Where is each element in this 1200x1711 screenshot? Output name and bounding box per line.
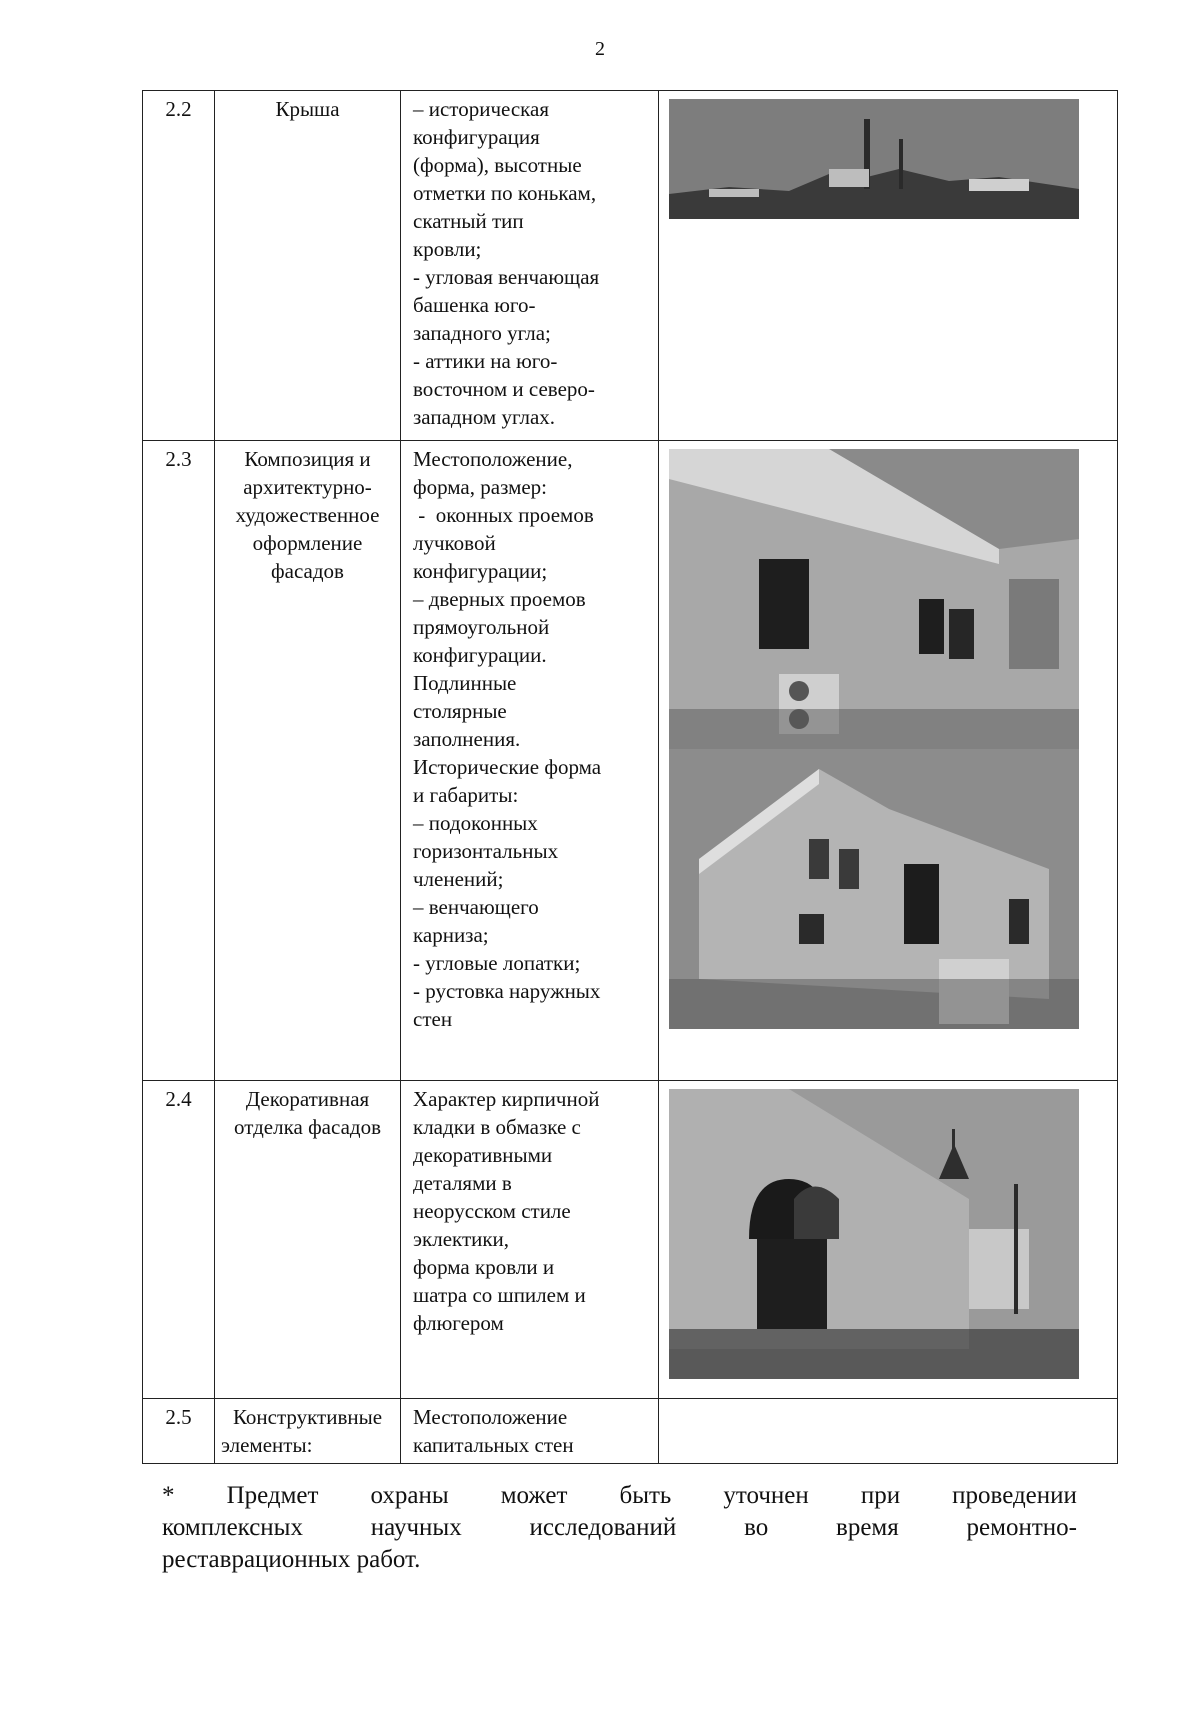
element-name — [215, 1081, 401, 1399]
desc-line: западном углах. — [413, 405, 556, 429]
table-row-2-4 — [143, 1081, 1118, 1399]
facade-photo-bottom — [669, 749, 1079, 1029]
element-description — [401, 1399, 659, 1464]
desc-line: карниза; — [413, 923, 489, 947]
name-line: элементы: — [221, 1433, 313, 1457]
element-name — [215, 91, 401, 441]
name-line: оформление — [252, 531, 363, 555]
desc-line: прямоугольной — [413, 615, 550, 639]
footnote-word: Предмет — [226, 1482, 319, 1509]
element-description — [401, 441, 659, 1081]
photo-cell — [659, 91, 1118, 441]
name-line: Декоративная — [245, 1087, 370, 1111]
name-line: Конструктивные — [232, 1405, 383, 1429]
footnote-word: охраны — [370, 1482, 449, 1509]
photo-cell — [659, 1081, 1118, 1399]
element-description — [401, 1081, 659, 1399]
desc-line: декоративными — [413, 1143, 553, 1167]
protection-subject-table — [142, 90, 1118, 1464]
footnote-line-2 — [162, 1512, 1077, 1544]
desc-line: - угловая венчающая — [413, 265, 600, 289]
name-line: фасадов — [271, 559, 344, 583]
desc-line: – историческая — [413, 97, 550, 121]
desc-line: Исторические форма — [413, 755, 602, 779]
decorative-facade-photo — [669, 1089, 1079, 1379]
row-number: 2.4 — [143, 1081, 215, 1399]
desc-line: кладки в обмазке с — [413, 1115, 581, 1139]
desc-line: капитальных стен — [413, 1433, 574, 1457]
table-row-2-2 — [143, 91, 1118, 441]
photo-cell-empty — [659, 1399, 1118, 1464]
desc-line: башенка юго- — [413, 293, 536, 317]
desc-line: заполнения. — [413, 727, 521, 751]
element-name — [215, 441, 401, 1081]
desc-line: горизонтальных — [413, 839, 559, 863]
desc-line: (форма), высотные — [413, 153, 582, 177]
footnote-word: комплексных — [162, 1514, 303, 1541]
desc-line: отметки по конькам, — [413, 181, 597, 205]
photo-cell — [659, 441, 1118, 1081]
element-description — [401, 91, 659, 441]
footnote-word: проведении — [952, 1482, 1077, 1509]
footnote-line-1 — [162, 1480, 1077, 1512]
desc-line: эклектики, — [413, 1227, 510, 1251]
footnote-line-3: реставрационных работ. — [162, 1546, 421, 1573]
desc-line: скатный тип — [413, 209, 524, 233]
name-line: Композиция и — [244, 447, 371, 471]
desc-line: - аттики на юго- — [413, 349, 558, 373]
row-number: 2.5 — [143, 1399, 215, 1464]
footnote-word: при — [860, 1482, 901, 1509]
desc-line: Местоположение — [413, 1405, 568, 1429]
desc-line: Местоположение, — [413, 447, 573, 471]
desc-line: Характер кирпичной — [413, 1087, 600, 1111]
desc-line: – венчающего — [413, 895, 539, 919]
desc-line: членений; — [413, 867, 504, 891]
desc-line: форма, размер: — [413, 475, 548, 499]
desc-line: - оконных проемов — [413, 503, 594, 527]
desc-line: - угловые лопатки; — [413, 951, 581, 975]
desc-line: конфигурация — [413, 125, 540, 149]
table-row-2-3 — [143, 441, 1118, 1081]
row-number: 2.2 — [143, 91, 215, 441]
desc-line: столярные — [413, 699, 507, 723]
footnote-word: может — [500, 1482, 568, 1509]
desc-line: лучковой — [413, 531, 496, 555]
name-line: художественное — [235, 503, 380, 527]
desc-line: – подоконных — [413, 811, 538, 835]
desc-line: - рустовка наружных — [413, 979, 601, 1003]
desc-line: и габариты: — [413, 783, 519, 807]
footnote-word: научных — [370, 1514, 462, 1541]
roof-photo — [669, 99, 1079, 219]
footnote-word: во — [744, 1514, 769, 1541]
desc-line: шатра со шпилем и — [413, 1283, 586, 1307]
footnote — [162, 1480, 1077, 1576]
desc-line: восточном и северо- — [413, 377, 595, 401]
name-line: отделка фасадов — [234, 1115, 381, 1139]
table-row-2-5 — [143, 1399, 1118, 1464]
name-line: Крыша — [275, 97, 340, 121]
desc-line: конфигурации; — [413, 559, 548, 583]
footnote-word: время — [836, 1514, 899, 1541]
desc-line: форма кровли и — [413, 1255, 555, 1279]
desc-line: деталями в — [413, 1171, 512, 1195]
desc-line: стен — [413, 1007, 453, 1031]
desc-line: неорусском стиле — [413, 1199, 571, 1223]
element-name — [215, 1399, 401, 1464]
desc-line: флюгером — [413, 1311, 504, 1335]
footnote-word: ремонтно- — [966, 1514, 1077, 1541]
desc-line: конфигурации. — [413, 643, 547, 667]
footnote-word: уточнен — [723, 1482, 809, 1509]
desc-line: кровли; — [413, 237, 482, 261]
page-number: 2 — [595, 38, 605, 60]
footnote-word: * — [162, 1482, 175, 1509]
footnote-word: исследований — [529, 1514, 677, 1541]
facade-photo-top — [669, 449, 1079, 749]
name-line: архитектурно- — [243, 475, 372, 499]
desc-line: – дверных проемов — [413, 587, 586, 611]
desc-line: западного угла; — [413, 321, 551, 345]
row-number: 2.3 — [143, 441, 215, 1081]
footnote-word: быть — [619, 1482, 672, 1509]
desc-line: Подлинные — [413, 671, 517, 695]
